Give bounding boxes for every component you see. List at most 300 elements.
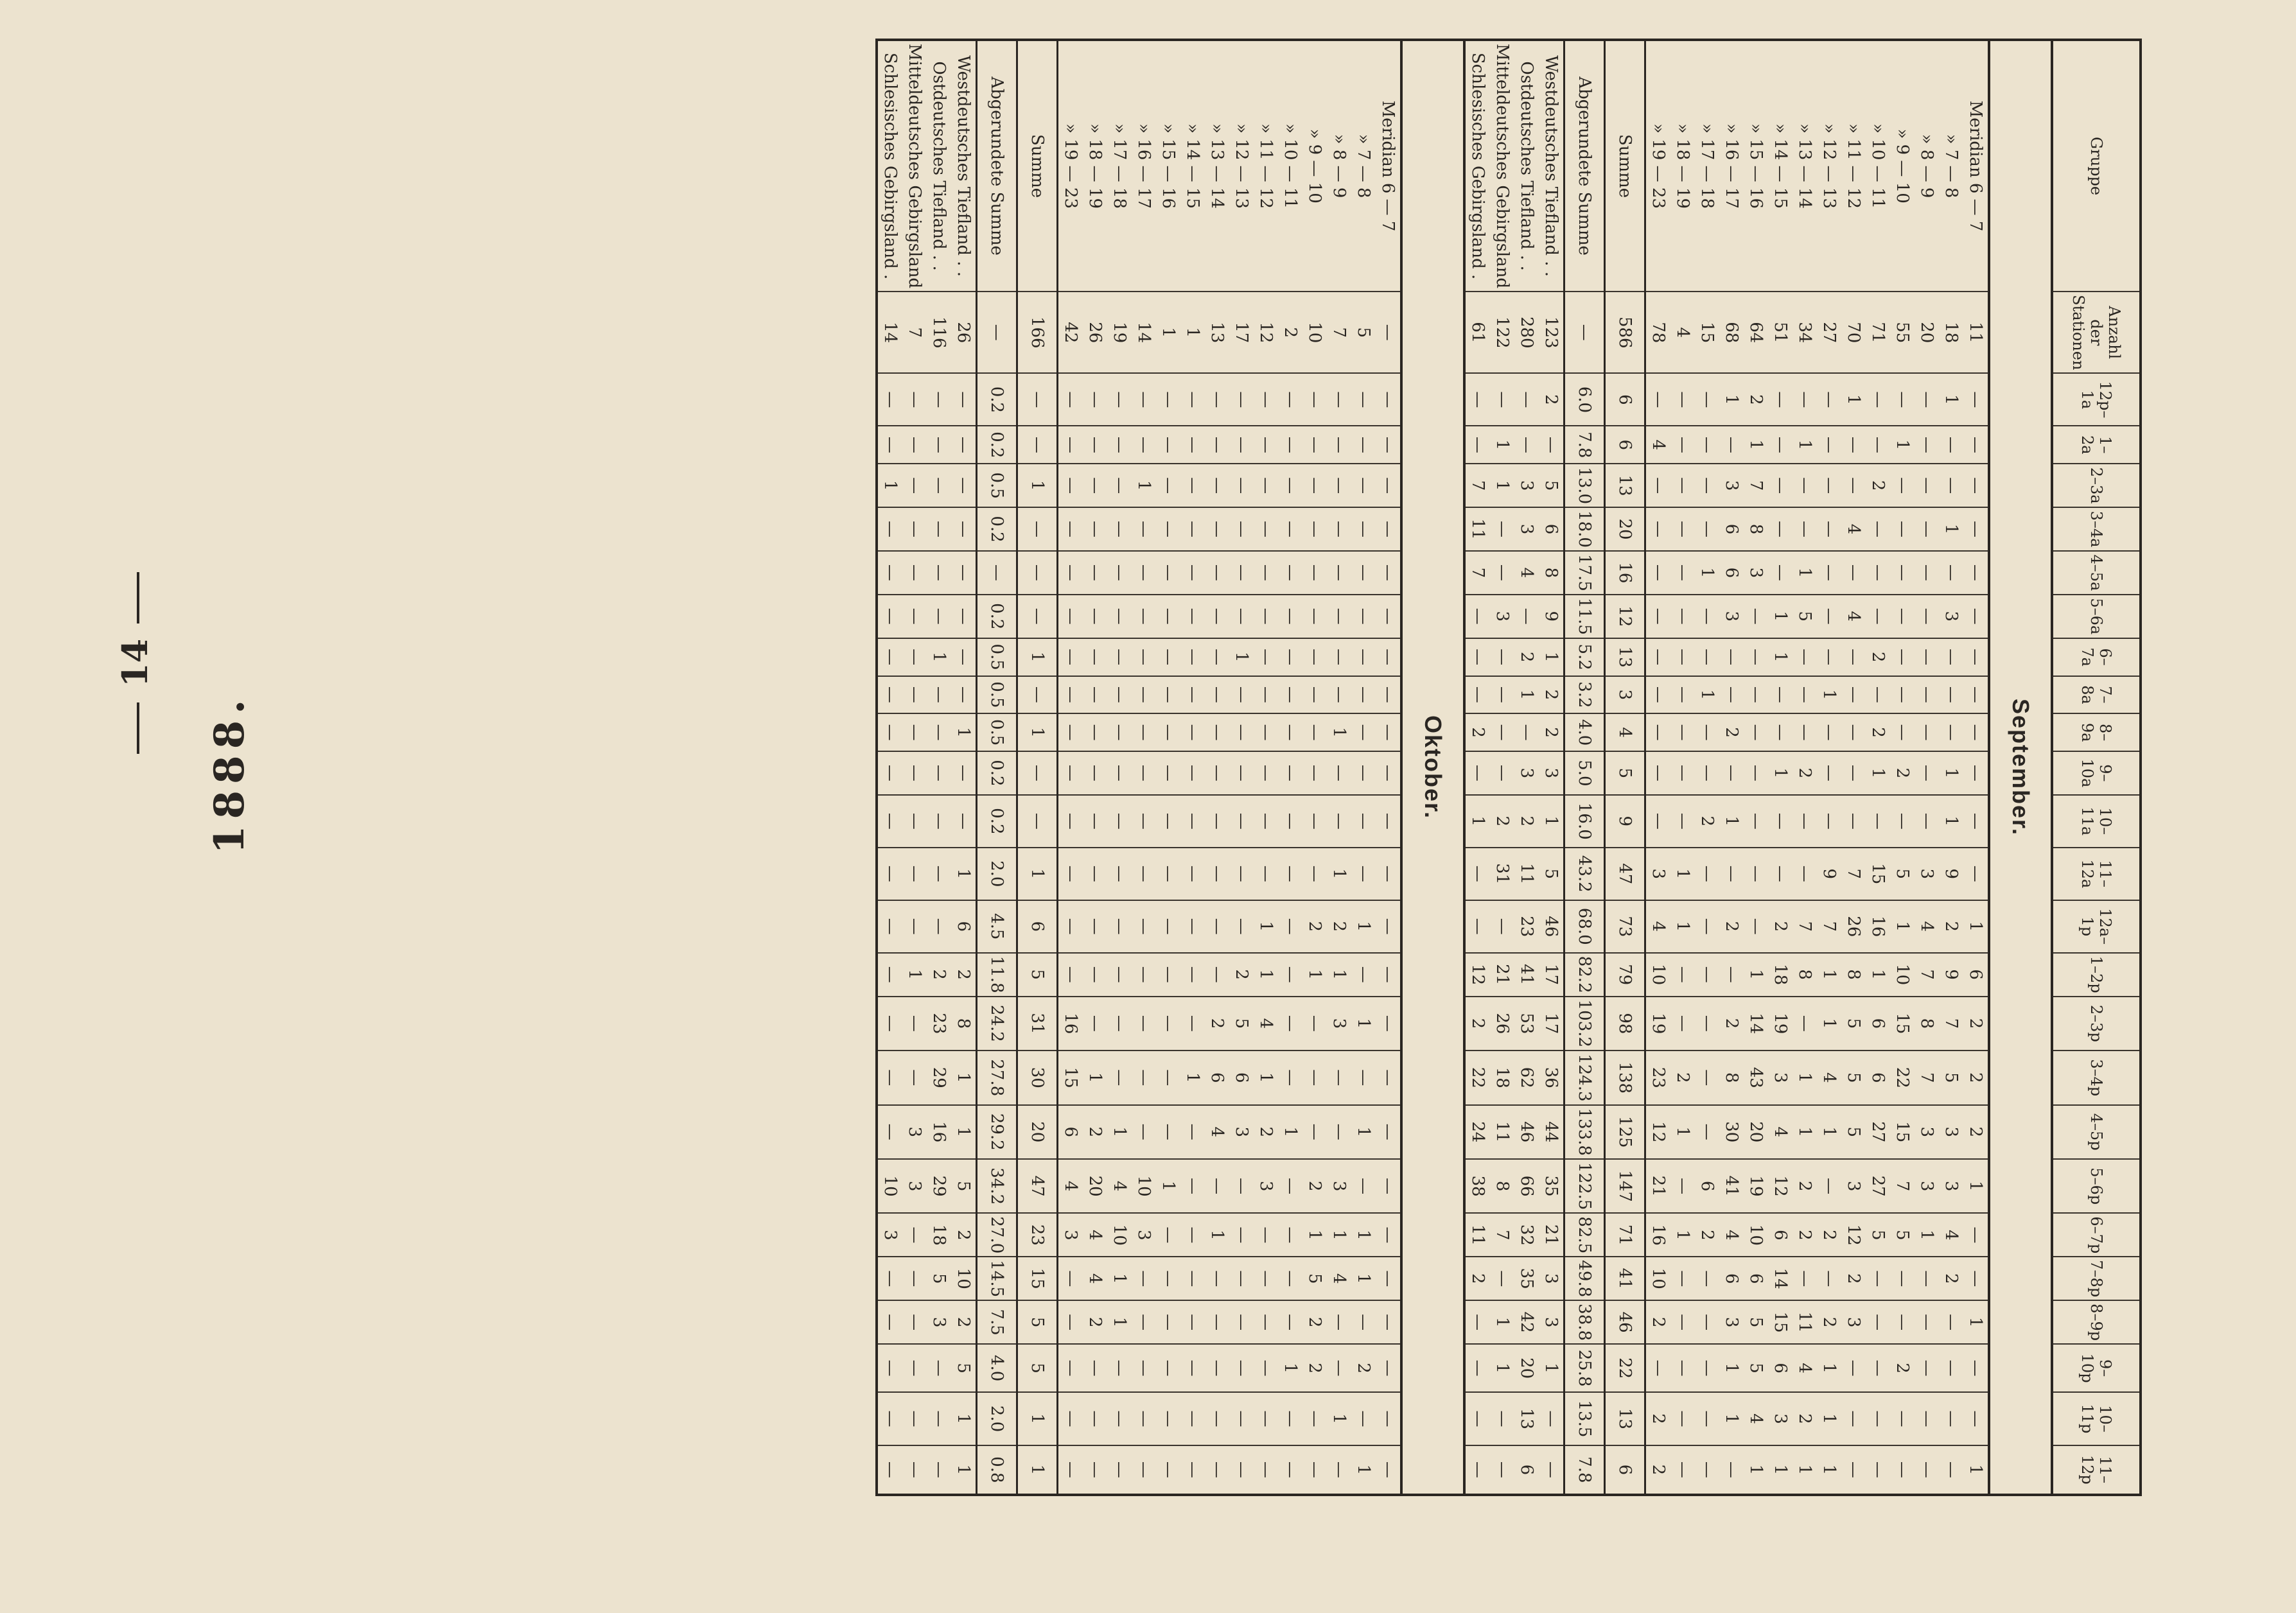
hour-cell: — [1490,1392,1514,1445]
hour-cell: 8 [1719,1051,1744,1104]
hour-cell: 1 [1254,900,1278,953]
hour-cell: 9 [1817,848,1841,900]
hour-cell: — [1180,997,1205,1051]
hour-cell: 5 [1841,1105,1866,1159]
hour-cell: — [1939,1300,1963,1344]
hour-cell: — [1180,848,1205,900]
hour-cell: 79 [1605,953,1645,997]
hour-cell: 3 [902,1159,927,1213]
hour-cell: — [1915,595,1939,638]
hour-cell: — [1670,795,1695,848]
hour-cell: — [1205,751,1229,795]
hour-cell: 8 [1490,1159,1514,1213]
hour-cell: — [1351,795,1376,848]
hour-cell: — [1514,595,1539,638]
hour-cell: 4 [1205,1105,1229,1159]
table-row [1156,40,1180,1495]
hour-cell: — [1670,997,1695,1051]
hour-cell: 1 [1890,426,1915,464]
hour-cell: 10 [1645,1257,1671,1300]
hour-cell: — [902,464,927,507]
hour-cell: — [927,1344,951,1392]
hour-cell: — [1254,507,1278,551]
row-label: » 18 — 19 [1670,40,1695,292]
hour-cell: 12 [1841,1213,1866,1257]
hour-cell: 49.8 [1564,1257,1605,1300]
hour-cell: 2 [1792,1213,1817,1257]
hour-cell: — [1156,795,1180,848]
hour-cell: 3 [1939,595,1963,638]
row-label: » 13 — 14 [1205,40,1229,292]
hour-cell: — [1156,1105,1180,1159]
hour-cell: 34.2 [977,1159,1017,1213]
hour-cell: — [877,997,902,1051]
group-header: Gruppe [2052,40,2141,292]
hour-cell: 2 [1719,900,1744,953]
hour-cell: — [1229,676,1254,714]
station-count: 2 [1278,292,1302,373]
hour-cell: — [1376,426,1401,464]
hour-cell: 1 [1792,551,1817,595]
station-count: 34 [1792,292,1817,373]
hour-cell: 2 [1205,997,1229,1051]
hour-cell: 9 [1939,953,1963,997]
hour-cell: 5 [1792,595,1817,638]
hour-cell: 27 [1866,1159,1890,1213]
hour-cell: 16 [1645,1213,1671,1257]
hour-cell: 2 [1939,1257,1963,1300]
hour-cell: — [1376,507,1401,551]
hour-cell: 5 [1017,1344,1058,1392]
hour-cell: — [1539,1392,1564,1445]
hour-cell: — [1695,1300,1719,1344]
hour-header: 7–8p [2052,1257,2141,1300]
hour-cell: 41 [1719,1159,1744,1213]
hour-cell: 6 [1768,1213,1792,1257]
hour-cell: 5 [1017,1300,1058,1344]
hour-cell: — [1083,953,1107,997]
hour-cell: 2 [1695,1213,1719,1257]
hour-cell: — [902,1213,927,1257]
hour-cell: — [1180,638,1205,676]
hour-cell: — [1645,507,1671,551]
hour-cell: 2.0 [977,848,1017,900]
hour-cell: — [1890,638,1915,676]
hour-cell: 71 [1605,1213,1645,1257]
hour-cell: 6 [1605,1445,1645,1495]
hour-cell: — [902,373,927,426]
hour-cell: — [927,1392,951,1445]
hour-cell: — [1376,551,1401,595]
hour-cell: — [1376,638,1401,676]
hour-header: 11–12a [2052,848,2141,900]
month-title: Oktober. [1401,40,1464,1495]
hour-cell: — [1180,595,1205,638]
row-label: » 14 — 15 [1768,40,1792,292]
hour-cell: — [1107,1344,1132,1392]
hour-cell: — [1351,1159,1376,1213]
hour-cell: — [1083,426,1107,464]
hour-cell: — [1915,1344,1939,1392]
hour-header: 5–6p [2052,1159,2141,1213]
hour-cell: 13.5 [1564,1392,1605,1445]
hour-cell: — [1278,373,1302,426]
hour-cell: 4 [1107,1159,1132,1213]
hour-cell: 2 [1083,1105,1107,1159]
page-number-line [114,557,155,769]
hour-cell: — [1817,1159,1841,1213]
hour-cell: — [1205,373,1229,426]
hour-cell: — [877,848,902,900]
table-row [1670,40,1695,1495]
hour-cell: 2 [1866,638,1890,676]
hour-cell: — [1132,997,1156,1051]
hour-cell: — [877,1105,902,1159]
hour-cell: — [1890,1300,1915,1344]
hour-header: 8–9p [2052,1300,2141,1344]
hour-cell: — [1180,751,1205,795]
hour-cell: 7 [1841,848,1866,900]
hour-cell: — [1695,1344,1719,1392]
hour-cell: — [902,713,927,751]
hour-cell: — [1351,953,1376,997]
hour-cell: 1 [1327,1213,1351,1257]
hour-cell: — [1376,1392,1401,1445]
hour-cell: 2 [1768,900,1792,953]
table-row [1645,40,1671,1495]
hour-cell: 5 [1539,464,1564,507]
hour-cell: 11.8 [977,953,1017,997]
hour-cell: — [1915,551,1939,595]
hour-cell: — [1464,426,1490,464]
station-count: 280 [1514,292,1539,373]
hour-cell: — [1376,751,1401,795]
hour-cell: 1 [1327,713,1351,751]
hour-cell: — [1351,373,1376,426]
row-label: » 7 — 8 [1351,40,1376,292]
hour-cell: 3 [1132,1213,1156,1257]
hour-cell: — [877,595,902,638]
hour-cell: 1 [1866,953,1890,997]
table-row [1180,40,1205,1495]
hour-cell: 6 [1017,900,1058,953]
hour-cell: 5 [1229,997,1254,1051]
hour-cell: — [1915,676,1939,714]
hour-cell: — [1866,676,1890,714]
hour-cell: 5 [951,1344,977,1392]
hour-cell: 7 [1464,464,1490,507]
station-count: 1 [1180,292,1205,373]
hour-cell: 8 [1744,507,1768,551]
hour-cell: — [1058,551,1083,595]
hour-cell: — [1132,795,1156,848]
hour-cell: 0.5 [977,676,1017,714]
hour-cell: 3 [1915,1159,1939,1213]
hour-header: 10–11a [2052,795,2141,848]
hour-cell: — [1107,997,1132,1051]
hour-cell: — [1490,551,1514,595]
hour-cell: — [1229,551,1254,595]
hour-cell: — [927,464,951,507]
hour-cell: 21 [1539,1213,1564,1257]
hour-cell: — [1017,751,1058,795]
hour-cell: — [1132,373,1156,426]
hour-cell: — [1376,900,1401,953]
hour-cell: — [1915,638,1939,676]
hour-cell: — [1017,676,1058,714]
hour-cell: — [1719,1445,1744,1495]
station-count: 10 [1302,292,1327,373]
hour-cell: — [1180,551,1205,595]
hour-cell: — [1490,638,1514,676]
hour-cell: — [1254,1300,1278,1344]
station-count: 1 [1156,292,1180,373]
hour-cell: — [1768,464,1792,507]
hour-cell: 7 [1744,464,1768,507]
hour-cell: — [1058,426,1083,464]
hour-cell: — [1205,595,1229,638]
hour-cell: 10 [1107,1213,1132,1257]
table-row [1768,40,1792,1495]
hour-cell: 10 [1132,1159,1156,1213]
hour-cell: — [1351,1300,1376,1344]
station-count: 64 [1744,292,1768,373]
hour-cell: 13 [1514,1392,1539,1445]
hour-cell: — [1278,638,1302,676]
hour-cell: 32 [1514,1213,1539,1257]
hour-cell: 2 [1302,1300,1327,1344]
hour-cell: — [927,551,951,595]
hour-cell: — [1792,713,1817,751]
hour-cell: 4 [1605,713,1645,751]
hour-cell: 6 [1866,1051,1890,1104]
hour-cell: — [951,373,977,426]
hour-cell: — [1915,751,1939,795]
hour-cell: — [1695,595,1719,638]
hour-cell: 1 [1205,1213,1229,1257]
hour-cell: — [1490,1257,1514,1300]
hour-cell: — [1645,676,1671,714]
hour-header: 2–3p [2052,997,2141,1051]
hour-cell: — [1695,1445,1719,1495]
hour-cell: 2 [1539,373,1564,426]
hour-cell: — [1327,426,1351,464]
hour-cell: — [1156,900,1180,953]
table-row [1514,40,1539,1495]
hour-cell: 1 [1744,426,1768,464]
hour-cell: 16 [1058,997,1083,1051]
hour-cell: 3 [1841,1300,1866,1344]
hour-cell: 1 [1817,1392,1841,1445]
hour-cell: 6 [1719,551,1744,595]
hour-cell: — [1963,373,1989,426]
hour-cell: — [1768,507,1792,551]
hour-cell: — [1302,551,1327,595]
station-count: 42 [1058,292,1083,373]
hour-cell: 138 [1605,1051,1645,1104]
hour-header: 12a–1p [2052,900,2141,953]
station-count: 15 [1695,292,1719,373]
table-row [1107,40,1132,1495]
hour-cell: — [1351,464,1376,507]
table-row [1564,40,1605,1495]
hour-cell: 7.8 [1564,426,1605,464]
hour-cell: — [1841,551,1866,595]
hour-cell: — [1695,1392,1719,1445]
hour-cell: 1 [1278,1344,1302,1392]
hour-cell: 5.0 [1564,751,1605,795]
hour-cell: — [902,900,927,953]
hour-cell: — [1376,595,1401,638]
hour-cell: — [1205,1445,1229,1495]
table-row [1890,40,1915,1495]
hour-cell: 21 [1645,1159,1671,1213]
hour-cell: — [1180,1257,1205,1300]
hour-cell: — [1695,997,1719,1051]
station-count-header: Anzahl der Stationen [2052,292,2141,373]
station-count: 122 [1490,292,1514,373]
hour-cell: — [1695,848,1719,900]
hour-cell: 2 [1645,1300,1671,1344]
hour-cell: — [1841,1344,1866,1392]
table-row [1205,40,1229,1495]
hour-cell: — [1107,551,1132,595]
hour-cell: — [1645,1344,1671,1392]
row-label: Mitteldeutsches Gebirgsland [1490,40,1514,292]
hour-cell: — [1695,638,1719,676]
hour-cell: — [1768,426,1792,464]
hour-cell: 4 [1514,551,1539,595]
hour-cell: — [1351,848,1376,900]
hour-cell: 19 [1768,997,1792,1051]
hour-cell: — [1792,507,1817,551]
row-label: » 17 — 18 [1107,40,1132,292]
hour-cell: — [1229,1445,1254,1495]
hour-cell: 1 [1107,1105,1132,1159]
hour-cell: 10 [1890,953,1915,997]
hour-cell: — [1695,751,1719,795]
hour-cell: — [1719,751,1744,795]
hour-cell: 3 [1719,464,1744,507]
hour-cell: — [1107,595,1132,638]
hour-cell: 5.2 [1564,638,1605,676]
row-label: » 14 — 15 [1180,40,1205,292]
hour-cell: — [1817,638,1841,676]
hour-cell: 2 [1645,1445,1671,1495]
hour-cell: — [1205,848,1229,900]
hour-cell: 47 [1017,1159,1058,1213]
hour-cell: — [1278,551,1302,595]
hour-cell: — [1376,1300,1401,1344]
hour-cell: 3 [1744,551,1768,595]
hour-cell: — [1866,595,1890,638]
hour-cell: — [1058,900,1083,953]
hour-cell: 0.8 [977,1445,1017,1495]
hour-cell: 7 [1464,551,1490,595]
hour-cell: — [1229,1159,1254,1213]
hour-cell: — [1107,795,1132,848]
hour-cell: 20 [1017,1105,1058,1159]
hour-cell: 3 [1539,1300,1564,1344]
hour-cell: — [1205,713,1229,751]
hour-cell: — [1156,595,1180,638]
hour-cell: 2 [1514,795,1539,848]
hour-cell: — [1132,751,1156,795]
station-count: 586 [1605,292,1645,373]
hour-cell: — [1939,426,1963,464]
hour-cell: — [1915,1392,1939,1445]
hour-cell: — [877,713,902,751]
hour-cell: — [1180,464,1205,507]
hour-cell: — [1890,595,1915,638]
hour-cell: — [1107,1051,1132,1104]
hour-cell: — [1539,1445,1564,1495]
hour-cell: — [1670,1445,1695,1495]
hour-cell: — [1327,751,1351,795]
hour-cell: — [1107,507,1132,551]
hour-cell: — [1302,751,1327,795]
hour-cell: — [1792,464,1817,507]
hour-cell: 13 [1605,464,1645,507]
hour-cell: 41 [1514,953,1539,997]
hour-cell: — [1229,1213,1254,1257]
hour-cell: — [1180,1300,1205,1344]
hour-cell: 1 [1670,1105,1695,1159]
row-label: Westdeutsches Tiefland . . [1539,40,1564,292]
hour-cell: 2 [1792,1159,1817,1213]
hour-cell: — [1645,713,1671,751]
hour-cell: 15 [1890,1105,1915,1159]
hour-cell: — [1302,676,1327,714]
hour-cell: 82.2 [1564,953,1605,997]
station-count: 14 [1132,292,1156,373]
hour-cell: — [1229,713,1254,751]
hour-cell: — [1939,464,1963,507]
hour-cell: 1 [1464,795,1490,848]
hour-cell: 2 [1464,713,1490,751]
hour-cell: 11 [1464,507,1490,551]
hour-cell: 6 [1229,1051,1254,1104]
hour-cell: 7 [1915,1051,1939,1104]
station-count: 26 [951,292,977,373]
hour-header: 3–4a [2052,507,2141,551]
hour-header: 7–8a [2052,676,2141,714]
hour-cell: — [1464,751,1490,795]
hour-cell: — [1351,1392,1376,1445]
hour-cell: 1 [1817,953,1841,997]
hour-cell: — [1670,464,1695,507]
hour-cell: — [1229,464,1254,507]
hour-cell: 1 [1302,953,1327,997]
hour-cell: — [1695,464,1719,507]
hour-cell: — [1107,848,1132,900]
hour-cell: — [1963,713,1989,751]
hour-cell: — [1963,1344,1989,1392]
hour-cell: — [1017,507,1058,551]
hour-cell: — [1817,373,1841,426]
hour-cell: — [1376,1051,1401,1104]
hour-cell: — [1083,551,1107,595]
hour-cell: — [1302,1445,1327,1495]
hour-cell: 0.5 [977,713,1017,751]
hour-cell: 26 [1841,900,1866,953]
hour-cell: — [1132,1392,1156,1445]
hour-cell: 3 [1254,1159,1278,1213]
hour-cell: — [1254,795,1278,848]
hour-cell: 46 [1539,900,1564,953]
hour-cell: — [1083,1392,1107,1445]
hour-cell: — [1327,1445,1351,1495]
